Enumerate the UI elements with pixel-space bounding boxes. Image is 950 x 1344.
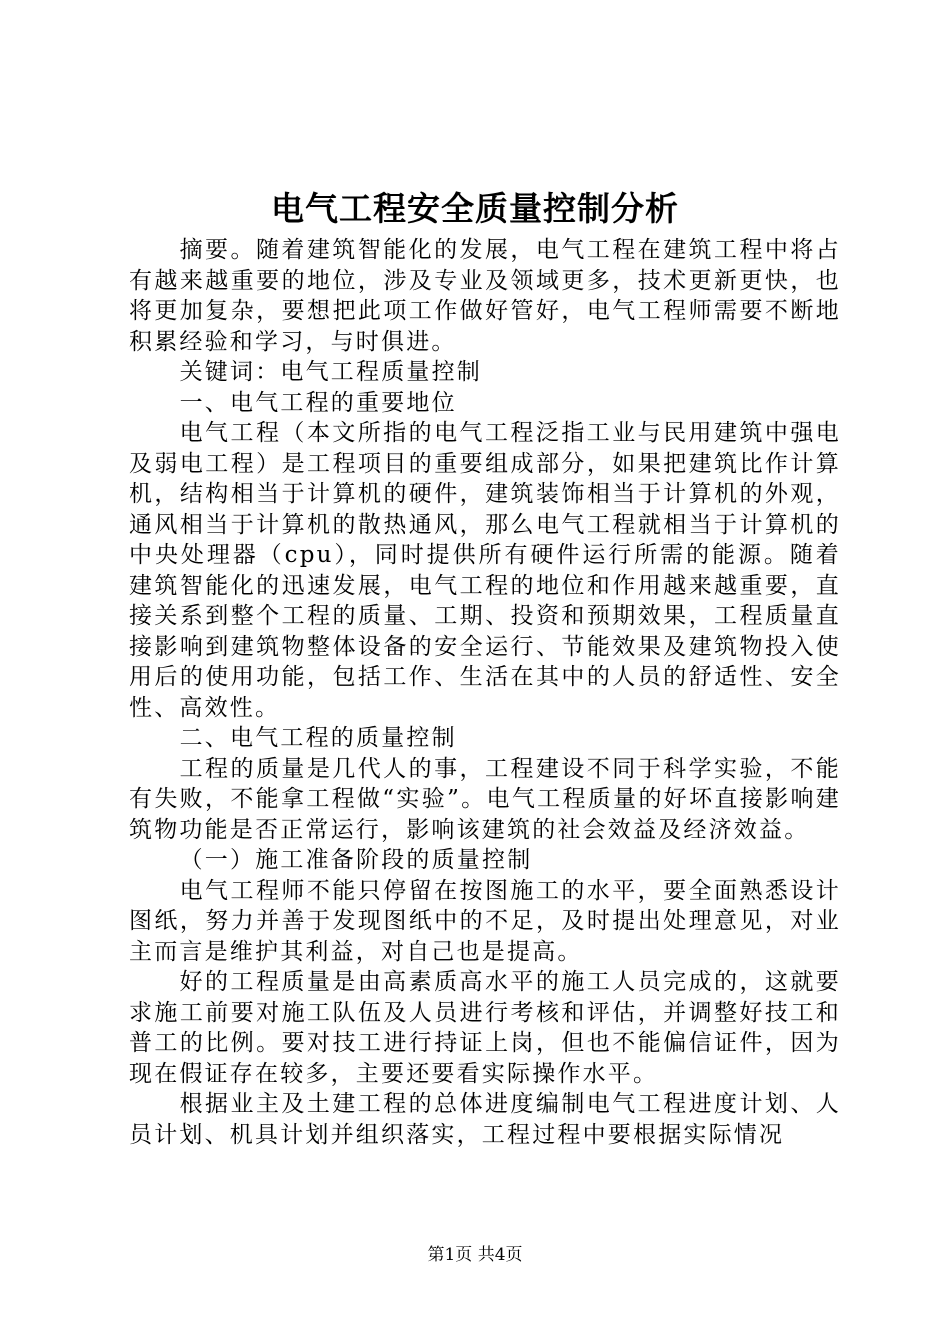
document-title: 电气工程安全质量控制分析 xyxy=(271,189,679,228)
subsection-heading: （一）施工准备阶段的质量控制 xyxy=(179,847,533,873)
keywords-line: 关键词：电气工程质量控制 xyxy=(179,359,482,385)
section-heading: 二、电气工程的质量控制 xyxy=(179,725,457,751)
body-paragraph: 电气工程（本文所指的电气工程泛指工业与民用建筑中强电及弱电工程）是工程项目的重要组成部分，如果把建筑比作计算机，结构相当于计算机的硬件，建筑装饰相当于计算机的外观，通风相当于计算机的散热通风，那么电气工程就相当于计算机的中央处理器（cpu），同时提供所有硬件运行所需的能源。随着建筑智能化的迅速发展，电气工程的地位和作用越来越重要，直接关系到整个工程的质量、工期、投资和预期效果，工程质量直接影响到建筑物整体设备的安全运行、节能效果及建筑物投入使用后的使用功能，包括工作、生活在其中的人员的舒适性、安全性、高效性。 xyxy=(129,420,841,721)
body-paragraph: 好的工程质量是由高素质高水平的施工人员完成的，这就要求施工前要对施工队伍及人员进行考核和评估，并调整好技工和普工的比例。要对技工进行持证上岗，但也不能偏信证件，因为现在假证存在较多，主要还要看实际操作水平。 xyxy=(129,969,841,1087)
body-paragraph: 根据业主及土建工程的总体进度编制电气工程进度计划、人员计划、机具计划并组织落实，工程过程中要根据实际情况 xyxy=(129,1091,841,1148)
section-heading: 一、电气工程的重要地位 xyxy=(179,389,457,416)
document-body xyxy=(129,235,841,1150)
body-paragraph: 电气工程师不能只停留在按图施工的水平，要全面熟悉设计图纸，努力并善于发现图纸中的不足，及时提出处理意见，对业主而言是维护其利益，对自己也是提高。 xyxy=(129,877,841,965)
body-paragraph: 工程的质量是几代人的事，工程建设不同于科学实验，不能有失败，不能拿工程做“实验”。电气工程质量的好坏直接影响建筑物功能是否正常运行，影响该建筑的社会效益及经济效益。 xyxy=(129,755,841,843)
abstract-paragraph: 摘要。随着建筑智能化的发展，电气工程在建筑工程中将占有越来越重要的地位，涉及专业及领域更多，技术更新更快，也将更加复杂，要想把此项工作做好管好，电气工程师需要不断地积累经验和学习，与时俱进。 xyxy=(129,237,841,355)
page-footer: 第1页 共4页 xyxy=(427,1245,523,1265)
